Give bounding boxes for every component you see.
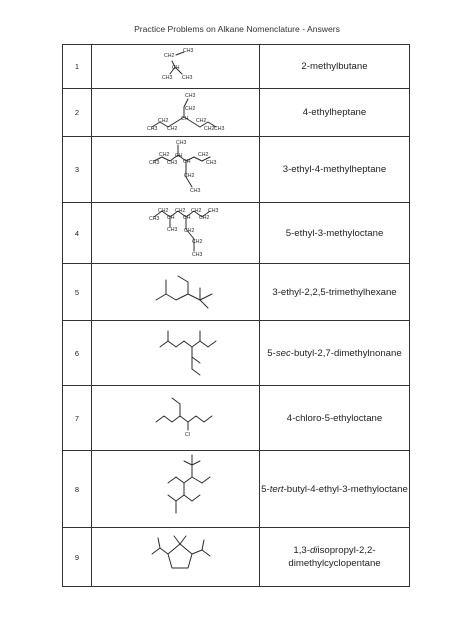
structure-cell <box>92 528 260 587</box>
table-row <box>63 386 410 451</box>
atom-label: CH2 <box>204 126 215 132</box>
atom-label: CH3 <box>176 140 187 146</box>
atom-label: CH <box>183 215 191 221</box>
structure-cell <box>92 137 260 203</box>
name-text: 1,3- <box>293 545 310 556</box>
structure-cell <box>92 451 260 528</box>
atom-label: CH <box>181 116 189 122</box>
page-title: Practice Problems on Alkane Nomenclature - Answers <box>134 24 340 34</box>
table-row <box>63 137 410 203</box>
table-row <box>63 528 410 587</box>
atom-label: CH3 <box>162 75 173 81</box>
compound-name <box>260 528 410 587</box>
row-number: 5 <box>63 264 92 321</box>
name-text: 4-chloro-5-ethyloctane <box>286 412 383 424</box>
row-number: 6 <box>63 321 92 386</box>
atom-label: CH2 <box>192 239 203 245</box>
structure-3-ethyl-4-methylheptane <box>92 137 259 202</box>
name-text: 5- <box>267 347 276 359</box>
atom-label: CH2 <box>159 152 170 158</box>
name-text-end: -butyl-2,7-dimethylnonane <box>290 347 402 359</box>
atom-label: CH3 <box>147 126 158 132</box>
atom-label: CH <box>183 159 191 165</box>
atom-label: CH3 <box>149 160 160 166</box>
atom-label: CH3 <box>192 252 203 258</box>
structure-cell <box>92 203 260 264</box>
atom-label: CH2 <box>185 106 196 112</box>
table-row <box>63 321 410 386</box>
atom-label: CH <box>167 215 175 221</box>
structure-1-3-diisopropyl-2-2-dimethylcyclopentane <box>92 528 259 586</box>
compound-name <box>260 89 410 137</box>
name-italic-text: sec <box>275 347 291 359</box>
atom-label: CH2 <box>198 152 209 158</box>
row-number: 7 <box>63 386 92 451</box>
name-text: 2-methylbutane <box>301 61 368 72</box>
table-row <box>63 203 410 264</box>
structure-5-ethyl-3-methyloctane <box>92 203 259 263</box>
structure-2-methylbutane <box>92 45 259 88</box>
structure-cell <box>92 264 260 321</box>
row-number: 3 <box>63 137 92 203</box>
compound-name <box>260 45 410 89</box>
atom-label: CH2 <box>184 228 195 234</box>
row-number: 8 <box>63 451 92 528</box>
structure-cell <box>92 321 260 386</box>
table-row <box>63 451 410 528</box>
structure-4-chloro-5-ethyloctane <box>92 386 259 450</box>
row-number: 1 <box>63 45 92 89</box>
name-text-end: -butyl-4-ethyl-3-methyloctane <box>283 483 408 495</box>
atom-label: CH3 <box>206 160 217 166</box>
atom-label: CH3 <box>182 75 193 81</box>
atom-label: CH3 <box>183 48 194 54</box>
atom-label: CH2 <box>196 118 207 124</box>
atom-label: CH3 <box>214 126 225 132</box>
atom-label: CH2 <box>167 126 178 132</box>
name-text: 3-ethyl-2,2,5-trimethylhexane <box>272 286 397 298</box>
atom-label: CH2 <box>164 53 175 59</box>
compound-name <box>260 451 410 528</box>
table-row <box>63 45 410 89</box>
atom-label: CH2 <box>191 208 202 214</box>
name-text: 3-ethyl-4-methylheptane <box>282 164 387 175</box>
name-text: 5- <box>261 483 270 495</box>
compound-name <box>260 203 410 264</box>
name-italic-text: di <box>309 545 318 556</box>
table-row <box>63 264 410 321</box>
atom-label: CH3 <box>167 160 178 166</box>
structure-3-ethyl-2-2-5-trimethylhexane <box>92 264 259 320</box>
name-italic-text: tert <box>269 483 284 495</box>
atom-label: CH3 <box>190 188 201 194</box>
atom-label: CH2 <box>184 173 195 179</box>
compound-name <box>260 321 410 386</box>
atom-label: CH <box>172 65 180 71</box>
structure-4-ethylheptane <box>92 89 259 136</box>
atom-label: CH <box>175 153 183 159</box>
name-text-end: isopropyl-2,2- <box>317 545 376 556</box>
structure-5-sec-butyl-2-7-dimethylnonane <box>92 321 259 385</box>
compound-name <box>260 386 410 451</box>
atom-label: CH3 <box>167 227 178 233</box>
atom-label: CH3 <box>185 93 196 99</box>
name-text-line2: dimethylcyclopentane <box>288 558 381 569</box>
atom-label: CH2 <box>199 215 210 221</box>
structure-cell <box>92 89 260 137</box>
structure-cell <box>92 45 260 89</box>
structure-5-tert-butyl-4-ethyl-3-methyloctane <box>92 451 259 527</box>
atom-label: CH2 <box>158 208 169 214</box>
atom-label: CH2 <box>175 208 186 214</box>
atom-label: CH3 <box>208 208 219 214</box>
structure-cell <box>92 386 260 451</box>
chlorine-label: Cl <box>185 432 190 438</box>
table-row <box>63 89 410 137</box>
row-number: 4 <box>63 203 92 264</box>
row-number: 9 <box>63 528 92 587</box>
compound-name <box>260 137 410 203</box>
name-text: 5-ethyl-3-methyloctane <box>285 227 384 239</box>
answers-table <box>62 44 410 587</box>
compound-name <box>260 264 410 321</box>
atom-label: CH3 <box>149 216 160 222</box>
row-number: 2 <box>63 89 92 137</box>
atom-label: CH2 <box>158 118 169 124</box>
name-text: 4-ethylheptane <box>302 107 367 118</box>
